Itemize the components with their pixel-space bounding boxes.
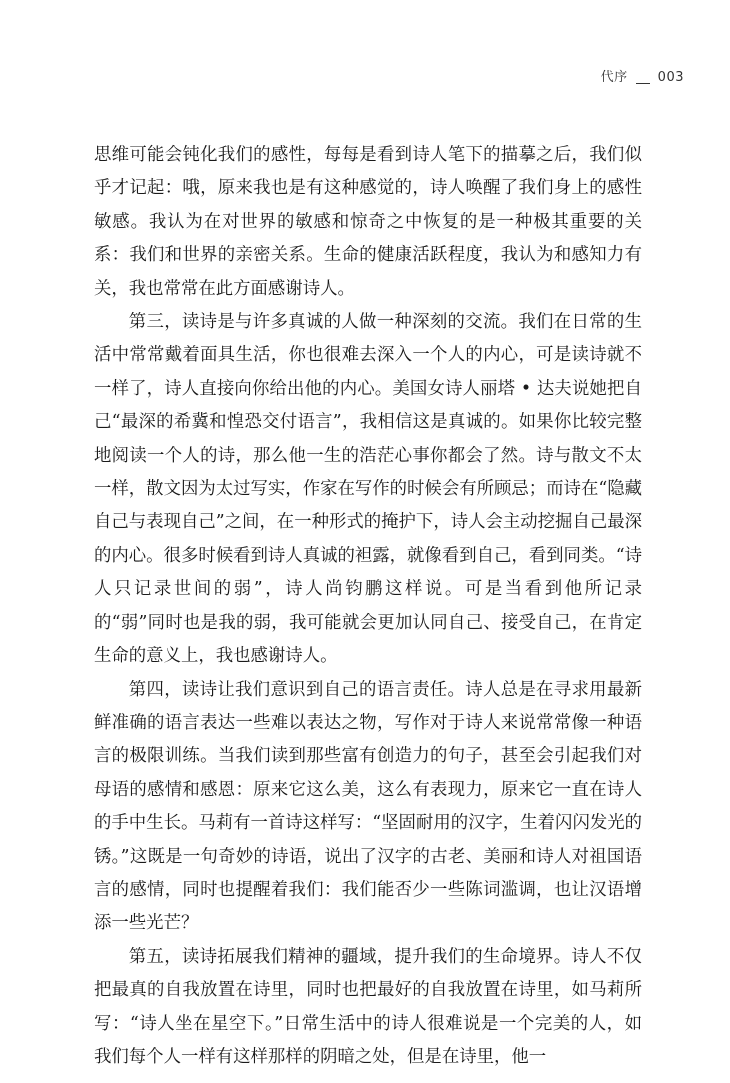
- header-separator: [636, 83, 650, 84]
- paragraph-third-point: 第三，读诗是与许多真诚的人做一种深刻的交流。我们在日常的生活中常常戴着面具生活，你也很难去深入一个人的内心，可是读诗就不一样了，诗人直接向你给出他的内心。美国女诗人丽塔 • 达夫说她把自己“最深的希冀和惶恐交付语言”，我相信这是真诚的。如果你比较完整地阅读一个人的诗，那么他一生的浩茫心事你都会了然。诗与散文不太一样，散文因为太过写实，作家在写作的时候会有所顾忌；而诗在“隐藏自己与表现自己”之间，在一种形式的掩护下，诗人会主动挖掘自己最深的内心。很多时候看到诗人真诚的袒露，就像看到自己，看到同类。“诗人只记录世间的弱”，诗人尚钧鹏这样说。可是当看到他所记录的“弱”同时也是我的弱，我可能就会更加认同自己、接受自己，在肯定生命的意义上，我也感谢诗人。: [94, 312, 643, 667]
- paragraph-continued: 思维可能会钝化我们的感性，每每是看到诗人笔下的描摹之后，我们似乎才记起：哦，原来我也是有这种感觉的，诗人唤醒了我们身上的感性敏感。我认为在对世界的敏感和惊奇之中恢复的是一种极其重要的关系：我们和世界的亲密关系。生命的健康活跃程度，我认为和感知力有关，我也常常在此方面感谢诗人。: [94, 145, 642, 299]
- section-title: 代序: [600, 70, 628, 85]
- body-text: [94, 139, 642, 1074]
- page-number: 003: [657, 70, 684, 85]
- running-header: [601, 66, 684, 85]
- paragraph-fourth-point: 第四，读诗让我们意识到自己的语言责任。诗人总是在寻求用最新鲜准确的语言表达一些难以表达之物，写作对于诗人来说常常像一种语言的极限训练。当我们读到那些富有创造力的句子，甚至会引起我们对母语的感情和感恩：原来它这么美，这么有表现力，原来它一直在诗人的手中生长。马莉有一首诗这样写：“坚固耐用的汉字，生着闪闪发光的锈。”这既是一句奇妙的诗语，说出了汉字的古老、美丽和诗人对祖国语言的感情，同时也提醒着我们：我们能否少一些陈词滥调，也让汉语增添一些光芒？: [94, 679, 643, 934]
- paragraph-fifth-point: 第五，读诗拓展我们精神的疆域，提升我们的生命境界。诗人不仅把最真的自我放置在诗里，同时也把最好的自我放置在诗里，如马莉所写：“诗人坐在星空下。”日常生活中的诗人很难说是一个完美的人，如我们每个人一样有这样那样的阴暗之处，但是在诗里，他一: [94, 946, 642, 1067]
